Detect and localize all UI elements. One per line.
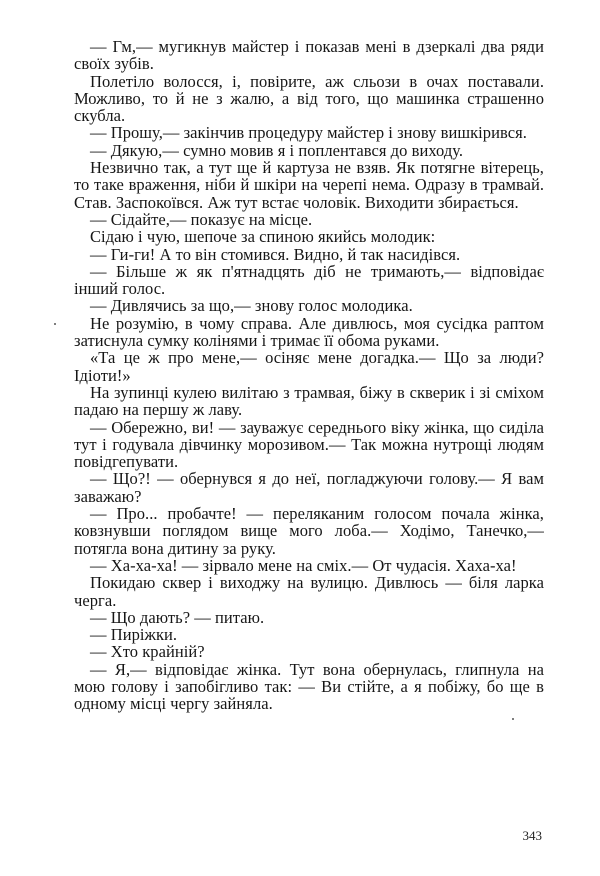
paragraph: — Сідайте,— показує на місце.: [90, 209, 313, 229]
paragraph: — Прошу,— закінчив процедуру майстер і знову вишкірився.: [90, 123, 527, 143]
paragraph: — Ги-ги! А то він стомився. Видно, й так насидівся.: [90, 244, 461, 264]
paragraph: — Пиріжки.: [90, 625, 178, 645]
paragraph: Не розумію, в чому справа. Але дивлюсь, моя сусідка раптом затиснула сумку колінями і тримає її обома руками.: [74, 313, 544, 351]
paragraph: На зупинці кулею вилітаю з трамвая, біжу в скверик і зі сміхом падаю на першу ж лаву.: [74, 382, 544, 420]
paragraph: — Обережно, ви! — зауважує середнього віку жінка, що сиділа тут і годувала дівчинку морозивом.— Так можна нутрощі людям повідгепувати.: [74, 417, 544, 472]
page-number: 343: [522, 828, 542, 843]
scan-speck: [54, 323, 56, 325]
paragraph: «Та це ж про мене,— осіняє мене догадка.— Що за люди? Ідіоти!»: [74, 348, 544, 385]
paragraph: — Дивлячись за що,— знову голос молодика.: [90, 296, 413, 316]
body-text: [74, 38, 544, 713]
scan-speck: [512, 718, 514, 720]
paragraph: — Ха-ха-ха! — зірвало мене на сміх.— От чудасія. Хаха-ха!: [90, 555, 517, 575]
paragraph: — Про... пробачте! — переляканим голосом почала жінка, ковзнувши поглядом вище мого лоба.— Ходімо, Танечко,— потягла вона дитину за руку.: [74, 504, 544, 558]
paragraph: — Я,— відповідає жінка. Тут вона обернулась, глипнула на мою голову і запобігливо так: — Ви стійте, а я побіжу, бо ще в одному місці чергу зайняла.: [74, 659, 544, 714]
paragraph: — Що?! — обернувся я до неї, погладжуючи голову.— Я вам заважаю?: [74, 469, 544, 506]
paragraph: — Що дають? — питаю.: [90, 607, 265, 627]
paragraph: — Хто крайній?: [90, 642, 205, 662]
paragraph: Покидаю сквер і виходжу на вулицю. Дивлюсь — біля ларка черга.: [74, 573, 544, 610]
paragraph: — Гм,— мугикнув майстер і показав мені в дзеркалі два ряди своїх зубів.: [74, 37, 544, 74]
paragraph: Сідаю і чую, шепоче за спиною якийсь молодик:: [90, 227, 436, 247]
paragraph: — Дякую,— сумно мовив я і поплентався до виходу.: [90, 140, 464, 160]
paragraph: — Більше ж як п'ятнадцять діб не тримають,— відповідає інший голос.: [74, 261, 544, 299]
paragraph: Полетіло волосся, і, повірите, аж сльози в очах поставали. Можливо, то й не з жалю, а від того, що машинка страшенно скубла.: [74, 71, 544, 126]
paragraph: Незвично так, а тут ще й картуза не взяв. Як потягне вітерець, то таке враження, ніби й шкіри на черепі нема. Одразу в трамвай. Став. Заспокоївся. Аж тут встає чоловік. Виходити збирається.: [74, 158, 544, 212]
